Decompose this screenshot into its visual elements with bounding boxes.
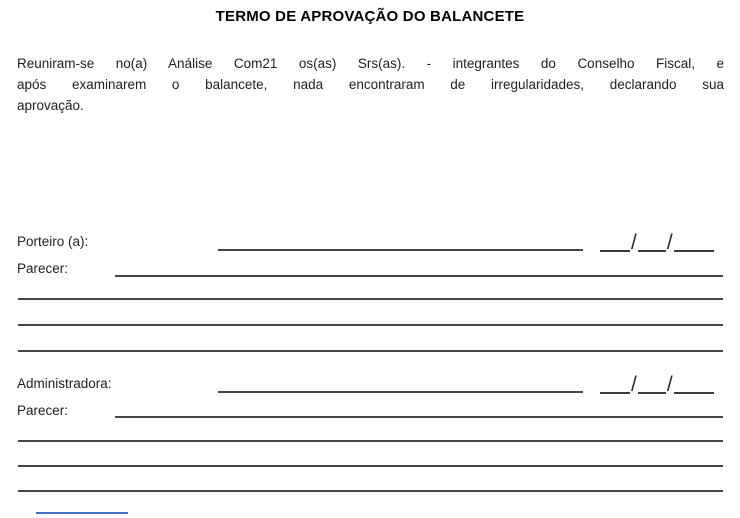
date-day-blank: [600, 392, 630, 394]
opinion-line: [115, 275, 723, 277]
intro-paragraph: [17, 53, 724, 116]
role-label: Porteiro (a):: [17, 234, 89, 249]
date-slash: /: [631, 372, 637, 396]
opinion-line: [115, 416, 723, 418]
date-year-blank: [674, 250, 714, 252]
accent-line: [36, 512, 128, 514]
intro-line: aprovação.: [17, 98, 84, 113]
signature-line: [218, 249, 583, 251]
intro-line: após examinarem o balancete, nada encontraram de irregularidades, declarando sua: [17, 77, 724, 92]
ruled-line: [18, 298, 723, 300]
date-field: [600, 229, 714, 252]
date-month-blank: [638, 392, 666, 394]
date-slash: /: [666, 372, 673, 396]
date-day-blank: [600, 250, 630, 252]
opinion-label: Parecer:: [17, 403, 69, 418]
date-slash: /: [666, 230, 673, 254]
date-slash: /: [631, 230, 637, 254]
ruled-line: [18, 465, 723, 467]
ruled-line: [18, 490, 723, 492]
opinion-label: Parecer:: [17, 261, 69, 276]
date-field: [600, 371, 714, 394]
role-label: Administradora:: [17, 376, 112, 391]
date-year-blank: [674, 392, 714, 394]
page-title: TERMO DE APROVAÇÃO DO BALANCETE: [215, 8, 525, 25]
ruled-line: [18, 440, 723, 442]
ruled-line: [18, 324, 723, 326]
ruled-line: [18, 350, 723, 352]
date-month-blank: [638, 250, 666, 252]
intro-line: Reuniram-se no(a) Análise Com21 os(as) Srs(as). - integrantes do Conselho Fiscal, e: [17, 56, 724, 71]
signature-line: [218, 391, 583, 393]
